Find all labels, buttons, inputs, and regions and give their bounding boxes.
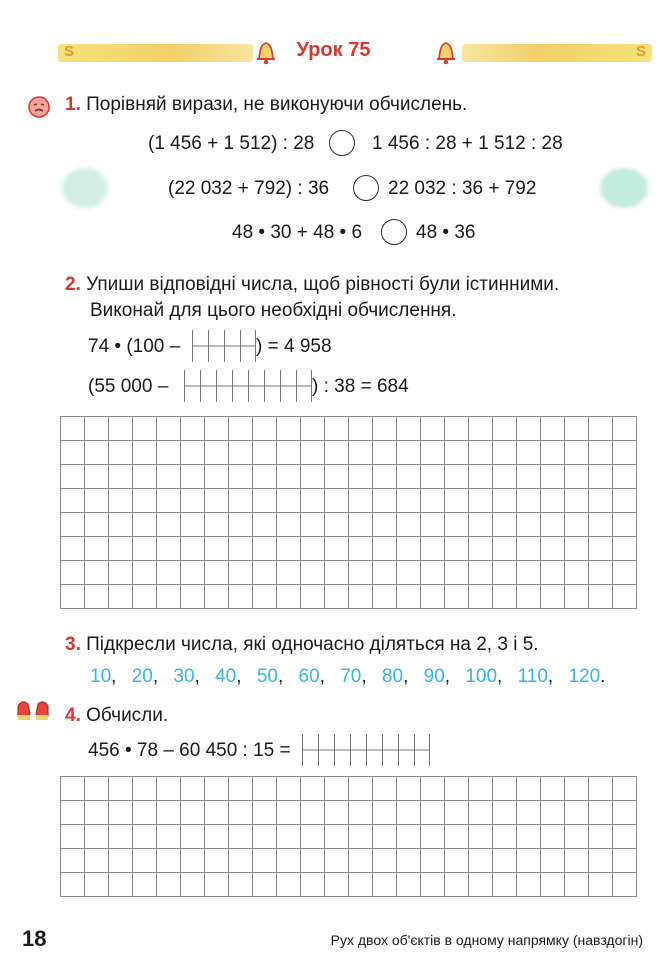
- separator: ,: [111, 666, 117, 687]
- task3-text: Підкресли числа, які одночасно діляться на 2, 3 і 5.: [86, 634, 539, 655]
- number-item[interactable]: 110: [517, 666, 548, 687]
- number-item[interactable]: 10: [90, 666, 112, 687]
- comparison-circle-2[interactable]: [353, 175, 379, 201]
- task4-text: Обчисли.: [86, 705, 169, 726]
- separator: ,: [277, 666, 284, 687]
- work-grid-2[interactable]: [60, 776, 637, 897]
- task1-row2-left: (22 032 + 792) : 36: [168, 178, 330, 199]
- task2-instruction-line1: [65, 274, 559, 296]
- task1-instruction: [65, 94, 467, 116]
- separator: ,: [361, 666, 367, 687]
- separator: ,: [403, 666, 409, 687]
- separator: ,: [444, 666, 451, 687]
- task1-row1-left: (1 456 + 1 512) : 28: [148, 133, 315, 154]
- task1-row3-right: 48 • 36: [416, 222, 476, 243]
- end-mark: .: [600, 666, 606, 687]
- comparison-circle-3[interactable]: [381, 219, 407, 245]
- task2-eq2-left: (55 000 –: [88, 376, 169, 397]
- number-item[interactable]: 120: [568, 666, 601, 687]
- task3-number: 3.: [65, 634, 81, 655]
- task2-number: 2.: [65, 274, 81, 295]
- task2-eq2-right: ) : 38 = 684: [312, 376, 409, 397]
- lesson-title: Урок 75: [296, 39, 371, 61]
- number-item[interactable]: 60: [298, 666, 320, 687]
- number-item[interactable]: 40: [215, 666, 237, 687]
- task4-number: 4.: [65, 705, 81, 726]
- task1-row1-right: 1 456 : 28 + 1 512 : 28: [372, 133, 563, 154]
- task4-instruction: [65, 705, 168, 727]
- comparison-circle-1[interactable]: [329, 130, 355, 156]
- task1-number: 1.: [65, 94, 81, 115]
- difficulty-face-icon: [27, 95, 51, 119]
- task3-instruction: [65, 634, 539, 656]
- answer-cells-1[interactable]: [192, 330, 256, 362]
- task1-row2-right: 22 032 : 36 + 792: [388, 178, 537, 199]
- work-grid-1[interactable]: [60, 416, 637, 609]
- task3-numbers: [90, 666, 605, 688]
- page-number: 18: [22, 926, 47, 951]
- number-item[interactable]: 70: [340, 666, 362, 687]
- decor-blob-right: [600, 168, 648, 208]
- bell-icon-right: [435, 40, 457, 66]
- decor-blob-left: [62, 168, 108, 208]
- task4-expression: 456 • 78 – 60 450 : 15 =: [88, 740, 291, 761]
- band-letter-left: S: [64, 43, 75, 60]
- number-item[interactable]: 90: [423, 666, 445, 687]
- band-letter-right: S: [635, 43, 646, 60]
- number-item[interactable]: 30: [173, 666, 195, 687]
- separator: ,: [497, 666, 503, 687]
- task2-eq1-left: 74 • (100 –: [88, 336, 181, 357]
- answer-cells-3[interactable]: [302, 734, 430, 766]
- separator: ,: [236, 666, 242, 687]
- task2-eq1-right: ) = 4 958: [256, 336, 332, 357]
- number-item[interactable]: 50: [256, 666, 278, 687]
- task1-row3-left: 48 • 30 + 48 • 6: [232, 222, 363, 243]
- answer-cells-2[interactable]: [184, 370, 312, 402]
- number-item[interactable]: 80: [381, 666, 404, 687]
- separator: ,: [319, 666, 325, 687]
- task2-instruction-line2: Виконай для цього необхідні обчислення.: [90, 300, 457, 321]
- separator: ,: [152, 666, 159, 687]
- number-item[interactable]: 20: [131, 666, 153, 687]
- footer-topic: Рух двох об'єктів в одному напрямку (навздогін): [330, 932, 643, 948]
- task2-text-line1: Упиши відповідні числа, щоб рівності були істинними.: [86, 274, 560, 295]
- mittens-icon: [14, 698, 52, 724]
- task1-text: Порівняй вирази, не виконуючи обчислень.: [86, 94, 468, 115]
- separator: ,: [194, 666, 200, 687]
- number-item[interactable]: 100: [465, 666, 498, 687]
- separator: ,: [547, 666, 554, 687]
